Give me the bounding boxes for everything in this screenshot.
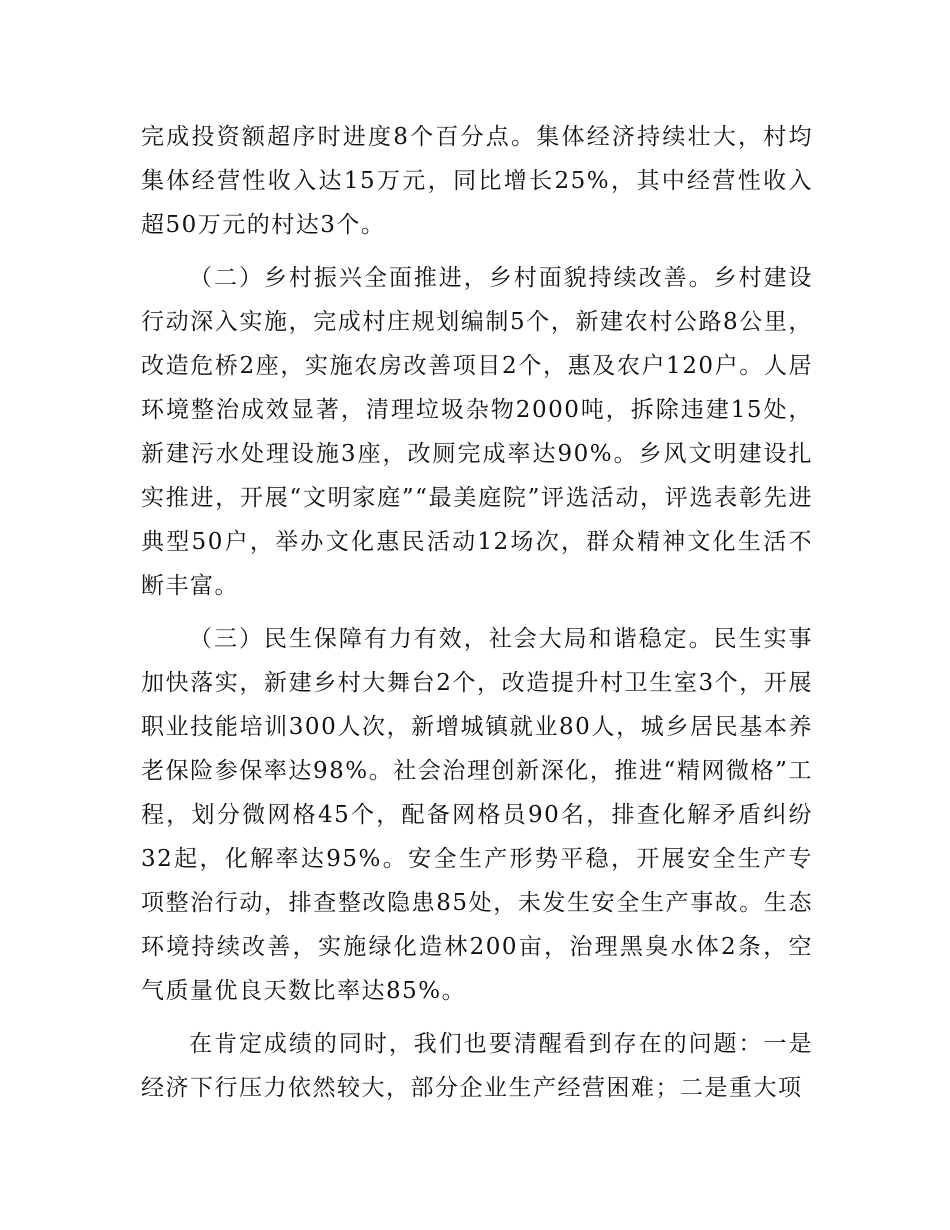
paragraph-rural-revitalization: （二）乡村振兴全面推进，乡村面貌持续改善。乡村建设行动深入实施，完成村庄规划编制5个，新建农村公路8公里，改造危桥2座，实施农房改善项目2个，惠及农户120户。人居环境整治成效显著，清理垃圾杂物2000吨，拆除违建15处，新建污水处理设施3座，改厕完成率达90%。乡风文明建设扎实推进，开展“文明家庭”“最美庭院”评选活动，评选表彰先进典型50户，举办文化惠民活动12场次，群众精神文化生活不断丰富。 (141, 265, 813, 599)
paragraph-existing-problems: 在肯定成绩的同时，我们也要清醒看到存在的问题：一是经济下行压力依然较大，部分企业生产经营困难；二是重大项 (141, 1031, 813, 1101)
document-body (141, 115, 813, 1119)
paragraph-continuation: 完成投资额超序时进度8个百分点。集体经济持续壮大，村均集体经营性收入达15万元，同比增长25%，其中经营性收入超50万元的村达3个。 (141, 124, 813, 238)
paragraph-livelihood-security: （三）民生保障有力有效，社会大局和谐稳定。民生实事加快落实，新建乡村大舞台2个，改造提升村卫生室3个，开展职业技能培训300人次，新增城镇就业80人，城乡居民基本养老保险参保率达98%。社会治理创新深化，推进“精网微格”工程，划分微网格45个，配备网格员90名，排查化解矛盾纠纷32起，化解率达95%。安全生产形势平稳，开展安全生产专项整治行动，排查整改隐患85处，未发生安全生产事故。生态环境持续改善，实施绿化造林200亩，治理黑臭水体2条，空气质量优良天数比率达85%。 (141, 626, 813, 1004)
